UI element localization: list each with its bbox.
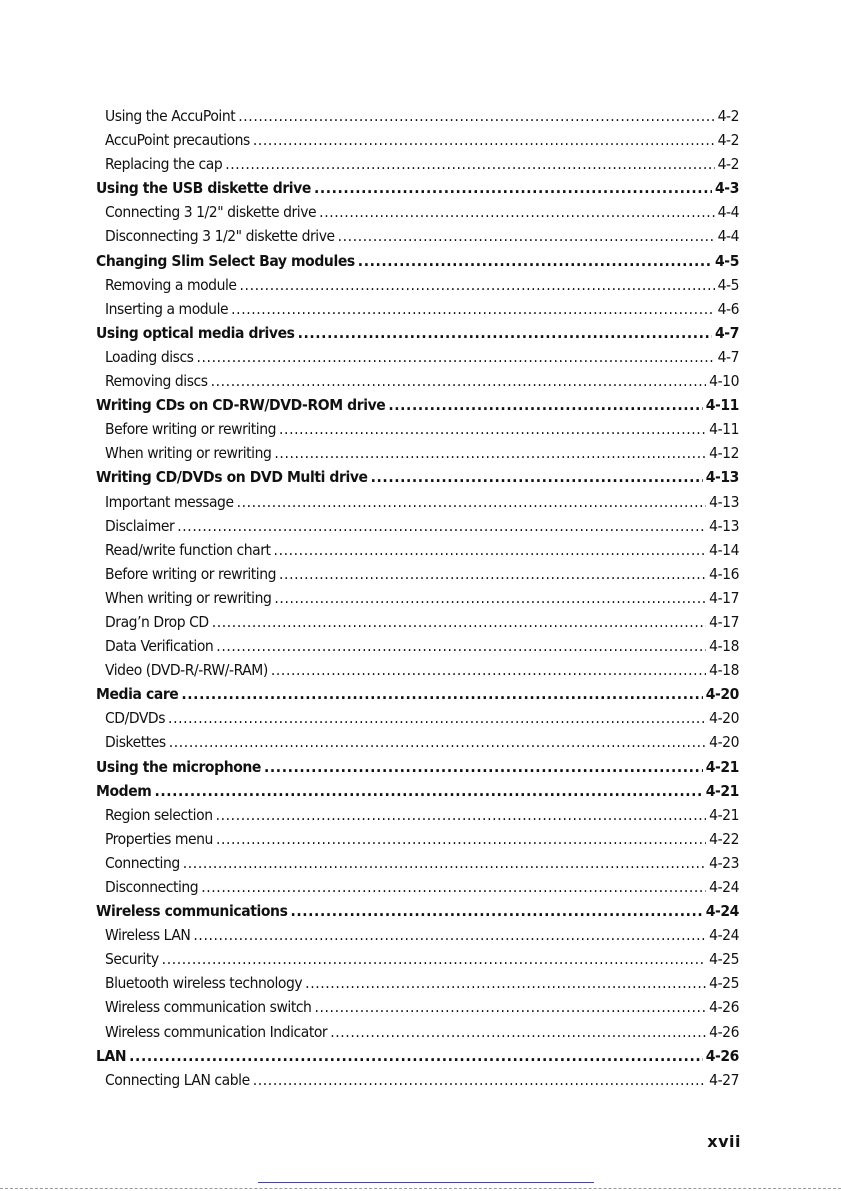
toc-entry-page: 4-21 bbox=[705, 757, 739, 776]
toc-section-entry[interactable] bbox=[96, 899, 739, 923]
toc-entry-page: 4-18 bbox=[709, 661, 739, 680]
toc-dot-leader bbox=[225, 152, 714, 176]
toc-entry-page: 4-24 bbox=[705, 902, 739, 921]
toc-subsection-entry[interactable] bbox=[96, 514, 739, 538]
toc-subsection-entry[interactable] bbox=[96, 658, 739, 682]
toc-entry-page: 4-7 bbox=[717, 347, 739, 366]
toc-dot-leader bbox=[305, 971, 706, 995]
toc-subsection-entry[interactable] bbox=[96, 827, 739, 851]
toc-entry-page: 4-5 bbox=[717, 275, 739, 294]
toc-subsection-entry[interactable] bbox=[96, 345, 739, 369]
toc-entry-title: Disconnecting bbox=[105, 878, 199, 896]
toc-subsection-entry[interactable] bbox=[96, 128, 739, 152]
toc-subsection-entry[interactable] bbox=[96, 1068, 739, 1092]
toc-dot-leader bbox=[274, 441, 706, 465]
toc-subsection-entry[interactable] bbox=[96, 1020, 739, 1044]
toc-entry-page: 4-16 bbox=[709, 564, 739, 583]
toc-dot-leader bbox=[253, 1068, 706, 1092]
toc-entry-title: Bluetooth wireless technology bbox=[105, 974, 303, 993]
toc-entry-page: 4-2 bbox=[717, 155, 739, 174]
toc-entry-title: Using optical media drives bbox=[96, 323, 295, 342]
toc-entry-title: When writing or rewriting bbox=[105, 588, 272, 607]
toc-section-entry[interactable] bbox=[96, 321, 739, 345]
toc-entry-title: Writing CD/DVDs on DVD Multi drive bbox=[96, 468, 368, 487]
toc-entry-title: Security bbox=[105, 950, 159, 969]
toc-entry-page: 4-24 bbox=[709, 926, 739, 945]
toc-entry-title: Inserting a module bbox=[105, 299, 229, 318]
toc-entry-title: Diskettes bbox=[105, 733, 166, 752]
toc-dot-leader bbox=[314, 995, 706, 1019]
toc-subsection-entry[interactable] bbox=[96, 152, 739, 176]
toc-entry-title: Loading discs bbox=[105, 347, 194, 366]
toc-entry-page: 4-3 bbox=[715, 179, 739, 198]
toc-entry-title: Using the microphone bbox=[96, 757, 261, 776]
toc-subsection-entry[interactable] bbox=[96, 441, 739, 465]
toc-entry-page: 4-20 bbox=[705, 685, 739, 704]
toc-entry-page: 4-11 bbox=[709, 420, 739, 439]
toc-entry-page: 4-13 bbox=[709, 492, 739, 511]
toc-entry-page: 4-17 bbox=[709, 588, 739, 607]
toc-entry-title: Writing CDs on CD-RW/DVD-ROM drive bbox=[96, 396, 386, 415]
toc-entry-title: Removing a module bbox=[105, 275, 237, 294]
toc-subsection-entry[interactable] bbox=[96, 562, 739, 586]
toc-entry-page: 4-2 bbox=[717, 107, 739, 125]
toc-entry-page: 4-21 bbox=[705, 781, 739, 800]
toc-entry-title: Modem bbox=[96, 781, 152, 800]
toc-subsection-entry[interactable] bbox=[96, 369, 739, 393]
toc-dot-leader bbox=[129, 1044, 703, 1068]
toc-dot-leader bbox=[338, 224, 715, 248]
toc-subsection-entry[interactable] bbox=[96, 610, 739, 634]
toc-dot-leader bbox=[216, 634, 706, 658]
toc-entry-page: 4-22 bbox=[709, 829, 739, 848]
toc-entry-page: 4-18 bbox=[709, 637, 739, 656]
toc-dot-leader bbox=[177, 514, 706, 538]
toc-entry-title: Drag’n Drop CD bbox=[105, 612, 209, 631]
toc-entry-title: Read/write function chart bbox=[105, 540, 271, 559]
toc-entry-page: 4-26 bbox=[709, 998, 739, 1017]
toc-subsection-entry[interactable] bbox=[96, 971, 739, 995]
toc-section-entry[interactable] bbox=[96, 682, 739, 706]
toc-section-entry[interactable] bbox=[96, 465, 739, 489]
toc-dot-leader bbox=[168, 706, 706, 730]
toc-dot-leader bbox=[330, 1020, 706, 1044]
toc-dot-leader bbox=[201, 875, 706, 899]
toc-entry-title: When writing or rewriting bbox=[105, 444, 272, 463]
toc-section-entry[interactable] bbox=[96, 249, 739, 273]
toc-entry-page: 4-24 bbox=[709, 878, 739, 896]
toc-entry-title: Before writing or rewriting bbox=[105, 420, 277, 439]
toc-dot-leader bbox=[314, 176, 712, 200]
page-number: xvii bbox=[707, 1132, 741, 1151]
toc-dot-leader bbox=[169, 730, 706, 754]
page-bottom-dashed-rule bbox=[0, 1188, 841, 1189]
toc-dot-leader bbox=[279, 417, 706, 441]
toc-entry-title: Replacing the cap bbox=[105, 155, 223, 174]
toc-entry-title: Wireless communication switch bbox=[105, 998, 312, 1017]
toc-entry-title: Data Verification bbox=[105, 637, 214, 656]
toc-entry-page: 4-25 bbox=[709, 950, 739, 969]
toc-entry-page: 4-25 bbox=[709, 974, 739, 993]
toc-entry-title: CD/DVDs bbox=[105, 709, 166, 728]
toc-entry-title: Disclaimer bbox=[105, 516, 175, 535]
toc-entry-title: AccuPoint precautions bbox=[105, 131, 250, 150]
toc-subsection-entry[interactable] bbox=[96, 490, 739, 514]
toc-subsection-entry[interactable] bbox=[96, 995, 739, 1019]
toc-entry-title: Wireless communication Indicator bbox=[105, 1022, 328, 1041]
toc-dot-leader bbox=[371, 465, 703, 489]
toc-dot-leader bbox=[253, 128, 715, 152]
toc-entry-page: 4-7 bbox=[715, 323, 739, 342]
toc-entry-page: 4-20 bbox=[709, 709, 739, 728]
toc-entry-page: 4-4 bbox=[717, 227, 739, 246]
toc-entry-title: Removing discs bbox=[105, 372, 208, 391]
toc-entry-title: Changing Slim Select Bay modules bbox=[96, 251, 355, 270]
table-of-contents bbox=[96, 104, 739, 1092]
toc-entry-title: Connecting bbox=[105, 853, 180, 872]
toc-entry-title: LAN bbox=[96, 1046, 127, 1065]
toc-subsection-entry[interactable] bbox=[96, 947, 739, 971]
toc-entry-title: Connecting LAN cable bbox=[105, 1070, 250, 1089]
toc-dot-leader bbox=[197, 345, 715, 369]
toc-entry-title: Connecting 3 1/2" diskette drive bbox=[105, 203, 317, 222]
toc-dot-leader bbox=[216, 803, 707, 827]
toc-section-entry[interactable] bbox=[96, 393, 739, 417]
toc-subsection-entry[interactable] bbox=[96, 224, 739, 248]
toc-dot-leader bbox=[319, 200, 714, 224]
toc-dot-leader bbox=[212, 610, 706, 634]
toc-dot-leader bbox=[358, 249, 712, 273]
toc-subsection-entry[interactable] bbox=[96, 634, 739, 658]
toc-subsection-entry[interactable] bbox=[96, 297, 739, 321]
toc-subsection-entry[interactable] bbox=[96, 104, 739, 128]
toc-subsection-entry[interactable] bbox=[96, 200, 739, 224]
toc-subsection-entry[interactable] bbox=[96, 851, 739, 875]
toc-entry-page: 4-5 bbox=[715, 251, 739, 270]
toc-subsection-entry[interactable] bbox=[96, 417, 739, 441]
toc-subsection-entry[interactable] bbox=[96, 923, 739, 947]
toc-entry-page: 4-21 bbox=[709, 805, 739, 824]
toc-section-entry[interactable] bbox=[96, 176, 739, 200]
toc-entry-title: Wireless communications bbox=[96, 902, 288, 921]
toc-dot-leader bbox=[211, 369, 707, 393]
toc-entry-page: 4-27 bbox=[709, 1070, 739, 1089]
toc-entry-page: 4-14 bbox=[709, 540, 739, 559]
toc-entry-title: Region selection bbox=[105, 805, 213, 824]
toc-dot-leader bbox=[290, 899, 702, 923]
toc-subsection-entry[interactable] bbox=[96, 803, 739, 827]
toc-entry-title: Disconnecting 3 1/2" diskette drive bbox=[105, 227, 335, 246]
toc-entry-page: 4-2 bbox=[717, 131, 739, 150]
toc-entry-page: 4-13 bbox=[709, 516, 739, 535]
toc-dot-leader bbox=[238, 104, 714, 128]
toc-subsection-entry[interactable] bbox=[96, 273, 739, 297]
toc-entry-title: Using the AccuPoint bbox=[105, 107, 236, 125]
toc-dot-leader bbox=[181, 682, 702, 706]
toc-section-entry[interactable] bbox=[96, 755, 739, 779]
toc-dot-leader bbox=[154, 779, 702, 803]
toc-dot-leader bbox=[279, 562, 706, 586]
toc-section-entry[interactable] bbox=[96, 779, 739, 803]
toc-entry-page: 4-4 bbox=[717, 203, 739, 222]
toc-section-entry[interactable] bbox=[96, 1044, 739, 1068]
toc-entry-page: 4-17 bbox=[709, 612, 739, 631]
toc-entry-page: 4-12 bbox=[709, 444, 739, 463]
toc-subsection-entry[interactable] bbox=[96, 538, 739, 562]
footer-link-underline bbox=[258, 1182, 594, 1183]
toc-subsection-entry[interactable] bbox=[96, 586, 739, 610]
toc-entry-title: Before writing or rewriting bbox=[105, 564, 277, 583]
toc-dot-leader bbox=[162, 947, 706, 971]
toc-entry-page: 4-20 bbox=[709, 733, 739, 752]
toc-entry-page: 4-11 bbox=[705, 396, 739, 415]
toc-entry-page: 4-6 bbox=[717, 299, 739, 318]
toc-entry-title: Important message bbox=[105, 492, 234, 511]
toc-entry-page: 4-13 bbox=[705, 468, 739, 487]
toc-dot-leader bbox=[271, 658, 706, 682]
toc-subsection-entry[interactable] bbox=[96, 706, 739, 730]
toc-entry-title: Video (DVD-R/-RW/-RAM) bbox=[105, 661, 268, 680]
toc-entry-page: 4-23 bbox=[709, 853, 739, 872]
toc-entry-title: Wireless LAN bbox=[105, 926, 191, 945]
toc-entry-title: Media care bbox=[96, 685, 179, 704]
toc-entry-page: 4-10 bbox=[709, 372, 739, 391]
toc-dot-leader bbox=[240, 273, 715, 297]
toc-dot-leader bbox=[237, 490, 707, 514]
toc-dot-leader bbox=[274, 586, 706, 610]
toc-dot-leader bbox=[298, 321, 712, 345]
toc-dot-leader bbox=[183, 851, 706, 875]
toc-entry-page: 4-26 bbox=[709, 1022, 739, 1041]
toc-entry-page: 4-26 bbox=[705, 1046, 739, 1065]
toc-dot-leader bbox=[264, 755, 703, 779]
toc-subsection-entry[interactable] bbox=[96, 730, 739, 754]
toc-subsection-entry[interactable] bbox=[96, 875, 739, 899]
toc-dot-leader bbox=[193, 923, 706, 947]
toc-dot-leader bbox=[388, 393, 702, 417]
toc-dot-leader bbox=[231, 297, 714, 321]
toc-dot-leader bbox=[216, 827, 706, 851]
toc-dot-leader bbox=[274, 538, 707, 562]
toc-entry-title: Using the USB diskette drive bbox=[96, 179, 311, 198]
toc-entry-title: Properties menu bbox=[105, 829, 213, 848]
